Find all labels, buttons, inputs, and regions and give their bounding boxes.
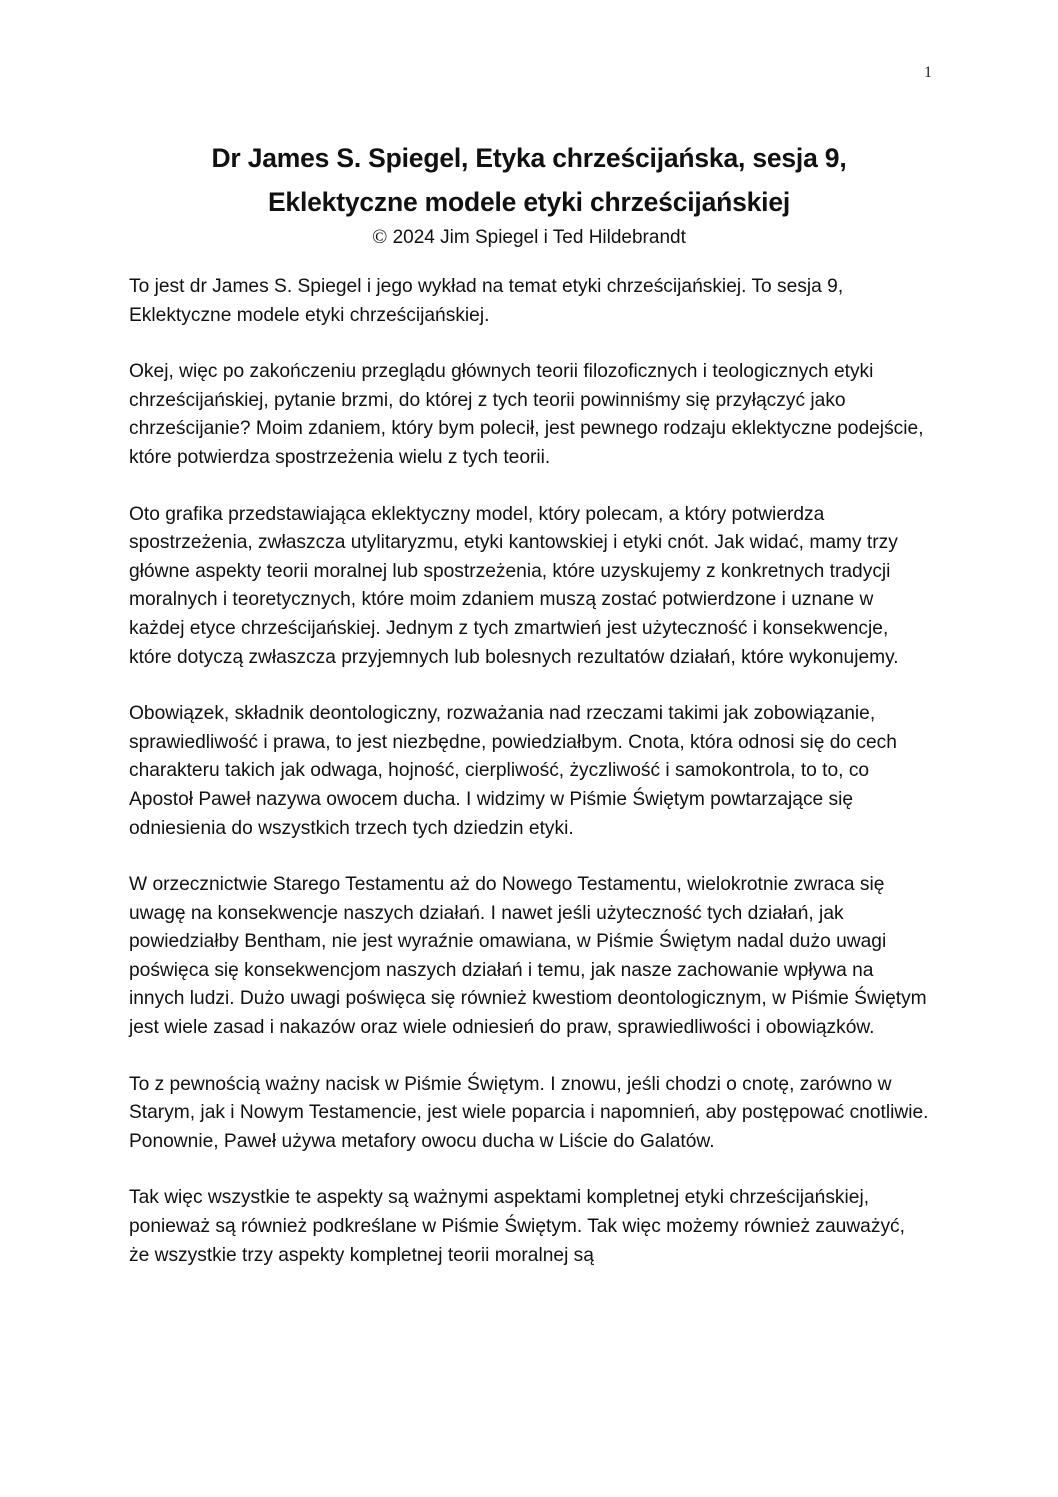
paragraph-4: Obowiązek, składnik deontologiczny, rozważania nad rzeczami takimi jak zobowiązanie, sprawiedliwość i prawa, to jest niezbędne, powiedziałbym. Cnota, która odnosi się do cech charakteru takich jak odwaga, hojność, cierpliwość, życzliwość i samokontrola, to to, co Apostoł Paweł nazywa owocem ducha. I widzimy w Piśmie Świętym powtarzające się odniesienia do wszystkich trzech tych dziedzin etyki. xyxy=(129,703,897,839)
document-header xyxy=(0,136,1058,251)
document-body xyxy=(129,273,929,1298)
paragraph-1: To jest dr James S. Spiegel i jego wykład na temat etyki chrześcijańskiej. To sesja 9, Eklektyczne modele etyki chrześcijańskiej. xyxy=(129,276,844,326)
page-number: 1 xyxy=(924,64,932,81)
copyright-text: 2024 Jim Spiegel i Ted Hildebrandt xyxy=(387,227,686,248)
paragraph-2: Okej, więc po zakończeniu przeglądu głównych teorii filozoficznych i teologicznych etyki chrześcijańskiej, pytanie brzmi, do której z tych teorii powinniśmy się przyłączyć jako chrześcijanie? Moim zdaniem, który bym polecił, jest pewnego rodzaju eklektyczne podejście, które potwierdza spostrzeżenia wielu z tych teorii. xyxy=(129,361,924,468)
paragraph-7: Tak więc wszystkie te aspekty są ważnymi aspektami kompletnej etyki chrześcijańskiej, ponieważ są również podkreślane w Piśmie Świętym. Tak więc możemy również zauważyć, że wszystkie trzy aspekty kompletnej teorii moralnej są xyxy=(129,1187,905,1266)
paragraph-5: W orzecznictwie Starego Testamentu aż do Nowego Testamentu, wielokrotnie zwraca się uwagę na konsekwencje naszych działań. I nawet jeśli użyteczność tych działań, jak powiedziałby Bentham, nie jest wyraźnie omawiana, w Piśmie Świętym nadal dużo uwagi poświęca się konsekwencjom naszych działań i temu, jak nasze zachowanie wpływa na innych ludzi. Dużo uwagi poświęca się również kwestiom deontologicznym, w Piśmie Świętym jest wiele zasad i nakazów oraz wiele odniesień do praw, sprawiedliwości i obowiązków. xyxy=(129,874,927,1039)
copyright-symbol: © xyxy=(372,226,388,248)
paragraph-6: To z pewnością ważny nacisk w Piśmie Świętym. I znowu, jeśli chodzi o cnotę, zarówno w Starym, jak i Nowym Testamencie, jest wiele poparcia i napomnień, aby postępować cnotliwie. Ponownie, Paweł używa metafory owocu ducha w Liście do Galatów. xyxy=(129,1073,929,1152)
title-line-2: Eklektyczne modele etyki chrześcijańskiej xyxy=(267,187,791,217)
paragraph-3: Oto grafika przedstawiająca eklektyczny model, który polecam, a który potwierdza spostrzeżenia, zwłaszcza utylitaryzmu, etyki kantowskiej i etyki cnót. Jak widać, mamy trzy główne aspekty teorii moralnej lub spostrzeżenia, które uzyskujemy z konkretnych tradycji moralnych i teoretycznych, które moim zdaniem muszą zostać potwierdzone i uznane w każdej etyce chrześcijańskiej. Jednym z tych zmartwień jest użyteczność i konsekwencje, które dotyczą zwłaszcza przyjemnych lub bolesnych rezultatów działań, które wykonujemy. xyxy=(129,503,899,668)
copyright-notice xyxy=(0,224,1058,251)
title-line-1: Dr James S. Spiegel, Etyka chrześcijańska, sesja 9, xyxy=(211,143,847,173)
